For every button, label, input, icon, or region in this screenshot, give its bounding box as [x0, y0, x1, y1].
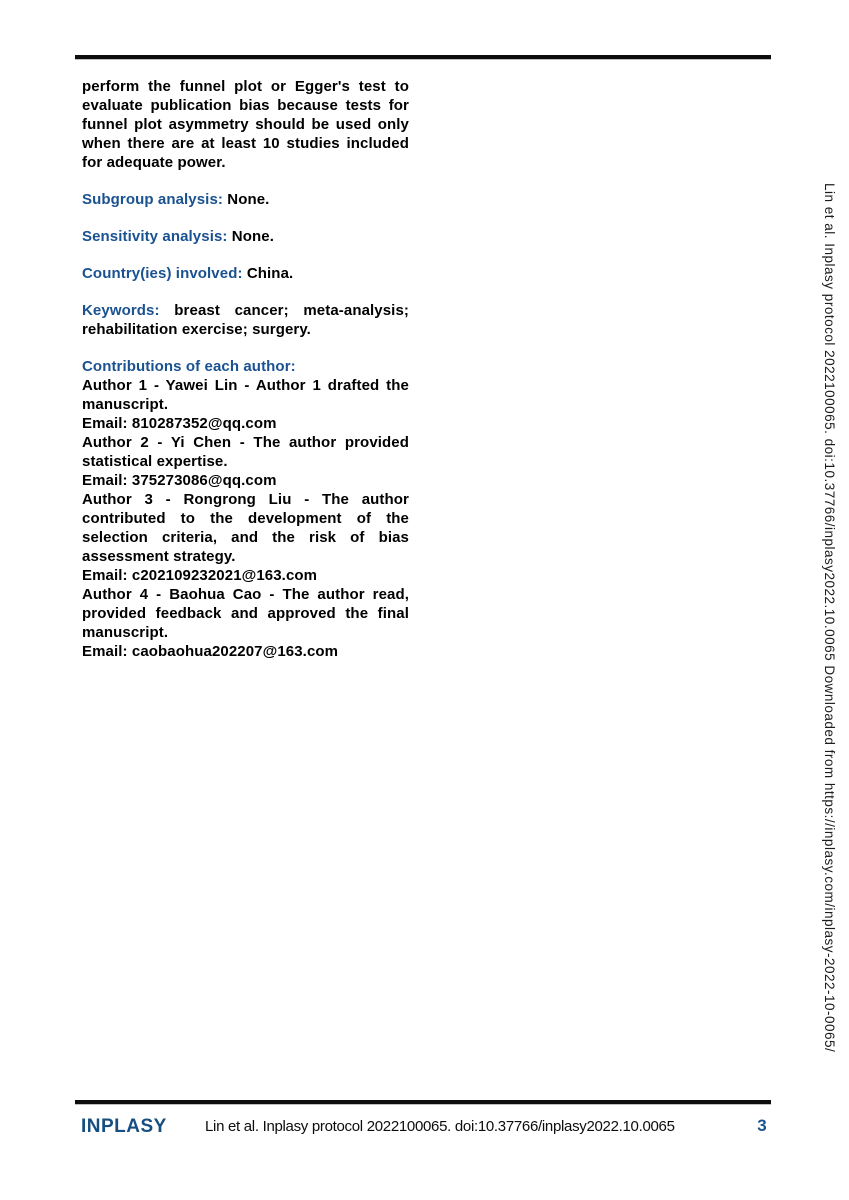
- contribution-email-1: Email: 810287352@qq.com: [82, 415, 277, 432]
- section-contributions: [82, 357, 409, 661]
- section-label-keywords: Keywords:: [82, 302, 160, 319]
- top-rule: [75, 55, 771, 59]
- article-body: [82, 77, 409, 661]
- section-value-keywords: breast cancer; meta-analysis; rehabilitation exercise; surgery.: [82, 302, 409, 338]
- section-value-subgroup-analysis: None.: [227, 191, 270, 208]
- section-countries-involved: [82, 264, 409, 283]
- contribution-author-4: Author 4 - Baohua Cao - The author read, provided feedback and approved the final manuscript.: [82, 586, 409, 641]
- contribution-email-2: Email: 375273086@qq.com: [82, 472, 277, 489]
- contributions-heading: Contributions of each author:: [82, 358, 296, 375]
- contribution-email-4: Email: caobaohua202207@163.com: [82, 643, 339, 660]
- section-subgroup-analysis: [82, 190, 409, 209]
- section-value-sensitivity-analysis: None.: [231, 228, 274, 245]
- section-sensitivity-analysis: [82, 227, 409, 246]
- paragraph-publication-bias: perform the funnel plot or Egger's test to evaluate publication bias because tests for funnel plot asymmetry should be used only when there are at least 10 studies included for adequate power.: [82, 78, 409, 171]
- bottom-rule: [75, 1100, 771, 1104]
- section-label-subgroup-analysis: Subgroup analysis:: [82, 191, 223, 208]
- contribution-author-2: Author 2 - Yi Chen - The author provided statistical expertise.: [82, 434, 409, 470]
- vertical-citation-text: Lin et al. Inplasy protocol 2022100065. doi:10.37766/inplasy2022.10.0065 Downloaded from https://inplasy.com/inplasy-2022-10-0065/: [822, 183, 837, 1053]
- footer-citation: Lin et al. Inplasy protocol 2022100065. doi:10.37766/inplasy2022.10.0065: [205, 1118, 675, 1135]
- section-keywords: [82, 301, 409, 339]
- contribution-author-3: Author 3 - Rongrong Liu - The author contributed to the development of the selection criteria, and the risk of bias assessment strategy.: [82, 491, 409, 565]
- inplasy-logo: INPLASY: [81, 1116, 167, 1137]
- section-label-countries-involved: Country(ies) involved:: [82, 265, 243, 282]
- section-label-sensitivity-analysis: Sensitivity analysis:: [82, 228, 228, 245]
- contribution-author-1: Author 1 - Yawei Lin - Author 1 drafted the manuscript.: [82, 377, 409, 413]
- section-value-countries-involved: China.: [246, 265, 294, 282]
- contribution-email-3: Email: c202109232021@163.com: [82, 567, 318, 584]
- page-number: 3: [757, 1116, 767, 1135]
